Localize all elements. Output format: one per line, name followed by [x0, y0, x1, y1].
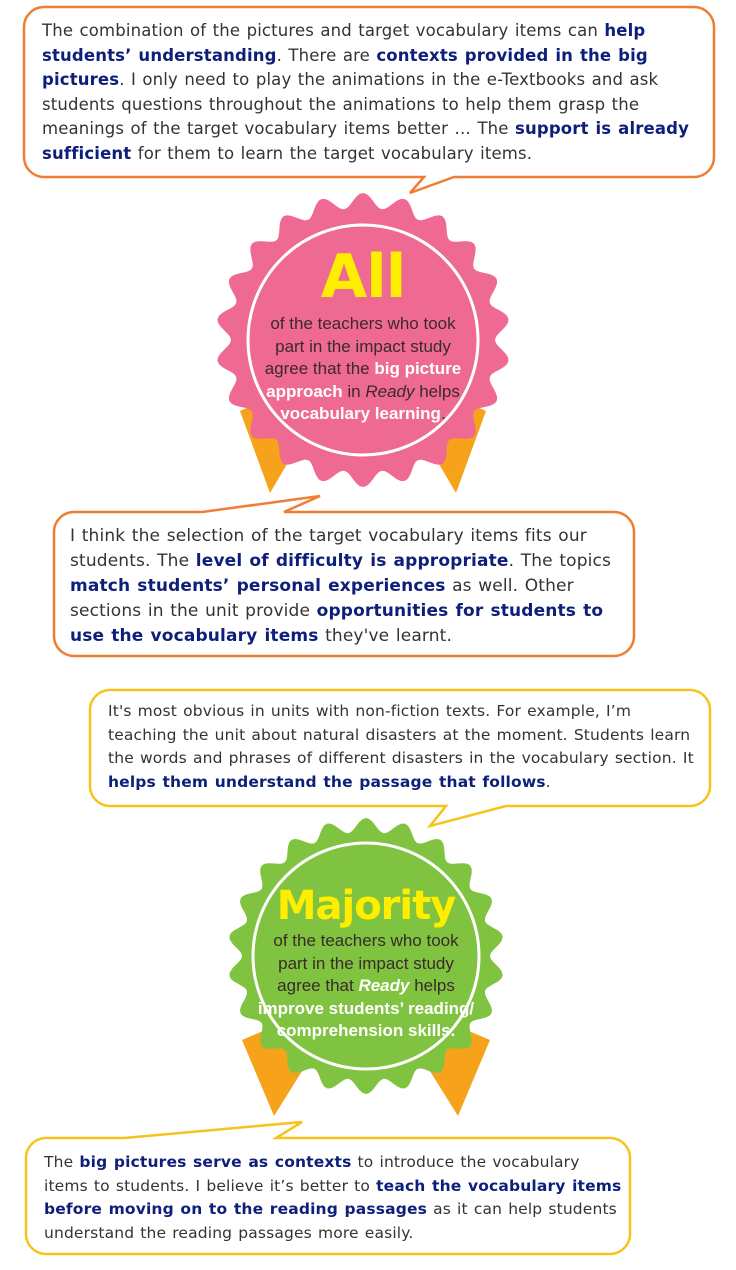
badge-headline: All: [320, 242, 406, 312]
emphasis: help students’ understanding: [42, 21, 646, 65]
quote-bubble-4: [24, 1118, 634, 1258]
badge-description: of the teachers who took part in the impact study agree that the big picture approach in Ready helps vocabulary learning.: [264, 314, 462, 423]
badge-majority: [228, 818, 504, 1118]
quote-text-1: The combination of the pictures and target vocabulary items can help students’ understanding. There are contexts provided in the big pictures. I only need to play the animations in the e-Textbooks and ask students questions throughout the animations to help them grasp the meanings of the target vocabulary items better … The support is already sufficient for them to learn the target vocabulary items.: [42, 21, 690, 163]
badge-all: [220, 193, 506, 493]
emphasis: support is already sufficient: [42, 119, 690, 163]
emphasis: helps them understand the passage that follows: [108, 772, 546, 791]
quote-bubble-3: [88, 688, 714, 830]
badge-content: [246, 882, 486, 1043]
quote-text-3: It's most obvious in units with non-fiction texts. For example, I’m teaching the unit about natural disasters at the moment. Students learn the words and phrases of different disasters in the vocabulary section. It helps them understand the passage that follows.: [108, 702, 694, 791]
badge-headline: Majority: [276, 883, 456, 929]
badge-description: of the teachers who took part in the impact study agree that Ready helps improve students’ reading/ comprehension skills.: [257, 931, 475, 1040]
emphasis: teach the vocabulary items before moving on to the reading passages: [44, 1176, 622, 1218]
emphasis: opportunities for students to use the vocabulary items: [70, 601, 604, 646]
quote-text-4: The big pictures serve as contexts to introduce the vocabulary items to students. I believe it’s better to teach the vocabulary items before moving on to the reading passages as it can help students understand the reading passages more easily.: [44, 1153, 622, 1242]
quote-bubble-1: [22, 5, 716, 195]
quote-text-2: I think the selection of the target vocabulary items fits our students. The level of difficulty is appropriate. The topics match students’ personal experiences as well. Other sections in the unit provide opportunities for students to use the vocabulary items they've learnt.: [70, 526, 612, 646]
quote-bubble-2: [52, 492, 638, 660]
emphasis: match students’ personal experiences: [70, 576, 446, 596]
emphasis: big pictures serve as contexts: [79, 1153, 352, 1171]
emphasis: level of difficulty is appropriate: [195, 551, 509, 571]
badge-content: [248, 243, 478, 426]
emphasis: contexts provided in the big pictures: [42, 45, 648, 89]
